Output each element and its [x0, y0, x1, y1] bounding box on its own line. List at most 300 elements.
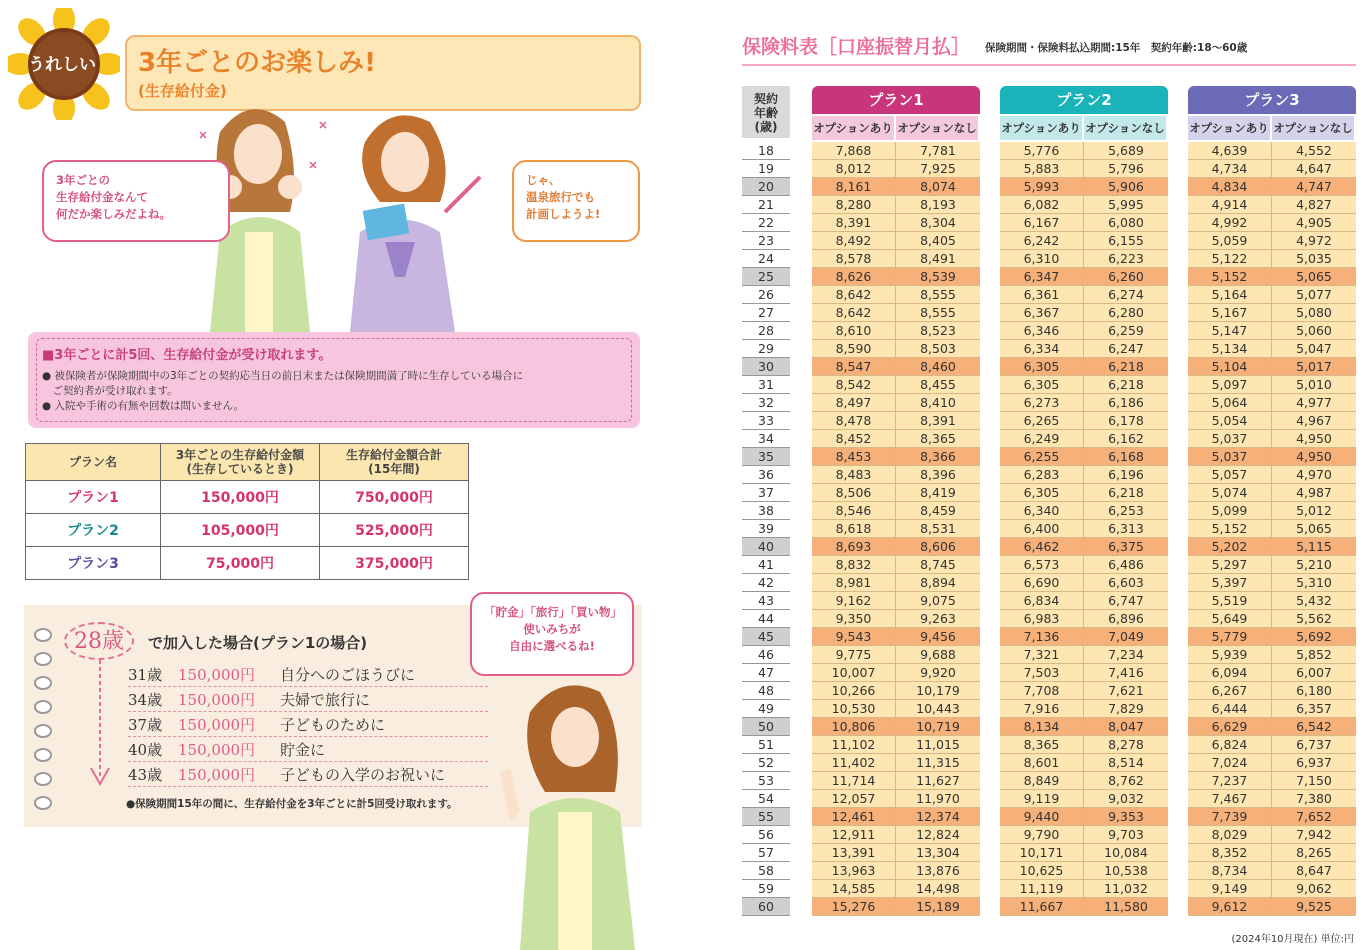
premium-cell: 6,267 — [1188, 682, 1272, 700]
premium-cell: 5,147 — [1188, 322, 1272, 340]
age-cell: 25 — [742, 268, 790, 286]
premium-cell: 6,186 — [1084, 394, 1168, 412]
example-row — [128, 689, 488, 712]
premium-cell: 5,017 — [1272, 358, 1356, 376]
premium-cell: 9,119 — [1000, 790, 1084, 808]
premium-cell: 9,790 — [1000, 826, 1084, 844]
premium-cell: 10,266 — [812, 682, 896, 700]
example-age: 37歳 — [128, 716, 163, 734]
info-line: ご契約者が受け取れます。 — [42, 385, 178, 397]
page-subtitle: (生存給付金) — [138, 82, 227, 100]
premium-cell: 8,734 — [1188, 862, 1272, 880]
age-cell: 54 — [742, 790, 790, 808]
age-cell: 39 — [742, 520, 790, 538]
premium-cell: 5,519 — [1188, 592, 1272, 610]
premium-cell: 6,603 — [1084, 574, 1168, 592]
premium-cell: 6,180 — [1272, 682, 1356, 700]
premium-cell: 5,057 — [1188, 466, 1272, 484]
age-cell: 47 — [742, 664, 790, 682]
premium-cell: 6,346 — [1000, 322, 1084, 340]
info-line: ● 被保険者が保険期間中の3年ごとの契約応当日の前日末または保険期間満了時に生存している場合に — [42, 370, 524, 382]
premium-cell: 8,391 — [896, 412, 980, 430]
premium-cell: 8,047 — [1084, 718, 1168, 736]
age-cell: 40 — [742, 538, 790, 556]
benefit-cell-total: 525,000円 — [320, 514, 469, 547]
premium-cell: 7,380 — [1272, 790, 1356, 808]
example-row — [128, 714, 488, 737]
premium-cell: 4,827 — [1272, 196, 1356, 214]
premium-cell: 8,452 — [812, 430, 896, 448]
premium-cell: 6,824 — [1188, 736, 1272, 754]
example-use: 自分へのごほうびに — [280, 666, 416, 684]
premium-cell: 4,967 — [1272, 412, 1356, 430]
premium-cell: 5,562 — [1272, 610, 1356, 628]
benefit-header-plan: プラン名 — [26, 444, 161, 481]
premium-cell: 6,259 — [1084, 322, 1168, 340]
notebook-ring — [34, 748, 52, 762]
premium-cell: 8,555 — [896, 304, 980, 322]
premium-cell: 11,627 — [896, 772, 980, 790]
age-cell: 42 — [742, 574, 790, 592]
info-line: ● 入院や手術の有無や回数は問いません。 — [42, 400, 245, 412]
premium-cell: 12,824 — [896, 826, 980, 844]
premium-cell: 6,340 — [1000, 502, 1084, 520]
age-cell: 53 — [742, 772, 790, 790]
age-cell: 45 — [742, 628, 790, 646]
age-cell: 24 — [742, 250, 790, 268]
premium-cell: 6,260 — [1084, 268, 1168, 286]
premium-cell: 4,970 — [1272, 466, 1356, 484]
premium-cell: 6,983 — [1000, 610, 1084, 628]
age-cell: 58 — [742, 862, 790, 880]
premium-cell: 4,977 — [1272, 394, 1356, 412]
notebook-ring — [34, 676, 52, 690]
age-cell: 21 — [742, 196, 790, 214]
premium-cell: 10,625 — [1000, 862, 1084, 880]
premium-cell: 9,775 — [812, 646, 896, 664]
premium-cell: 7,925 — [896, 160, 980, 178]
premium-cell: 5,010 — [1272, 376, 1356, 394]
premium-cell: 8,555 — [896, 286, 980, 304]
example-age: 40歳 — [128, 741, 163, 759]
example-amount: 150,000円 — [178, 716, 256, 734]
option-header: オプションあり — [1000, 116, 1082, 140]
premium-cell: 7,503 — [1000, 664, 1084, 682]
premium-cell: 5,692 — [1272, 628, 1356, 646]
premium-cell: 9,263 — [896, 610, 980, 628]
premium-cell: 15,189 — [896, 898, 980, 916]
premium-cell: 5,152 — [1188, 520, 1272, 538]
premium-cell: 6,218 — [1084, 358, 1168, 376]
premium-cell: 6,486 — [1084, 556, 1168, 574]
premium-cell: 6,167 — [1000, 214, 1084, 232]
premium-cell: 8,762 — [1084, 772, 1168, 790]
premium-cell: 8,894 — [896, 574, 980, 592]
premium-cell: 7,234 — [1084, 646, 1168, 664]
option-header: オプションなし — [1272, 116, 1354, 140]
premium-cell: 5,060 — [1272, 322, 1356, 340]
speech-bubble-right — [512, 160, 640, 242]
premium-cell: 5,649 — [1188, 610, 1272, 628]
premium-cell: 8,618 — [812, 520, 896, 538]
premium-cell: 5,796 — [1084, 160, 1168, 178]
premium-cell: 5,167 — [1188, 304, 1272, 322]
premium-cell: 5,035 — [1272, 250, 1356, 268]
premium-cell: 8,531 — [896, 520, 980, 538]
age-cell: 30 — [742, 358, 790, 376]
premium-cell: 5,202 — [1188, 538, 1272, 556]
premium-cell: 5,152 — [1188, 268, 1272, 286]
benefit-cell-total: 750,000円 — [320, 481, 469, 514]
option-header: オプションあり — [1188, 116, 1270, 140]
premium-cell: 5,115 — [1272, 538, 1356, 556]
age-cell: 27 — [742, 304, 790, 322]
plan-header: プラン2 — [1000, 86, 1168, 114]
premium-cell: 6,896 — [1084, 610, 1168, 628]
premium-cell: 8,265 — [1272, 844, 1356, 862]
premium-cell: 8,365 — [896, 430, 980, 448]
premium-cell: 5,210 — [1272, 556, 1356, 574]
notebook-ring — [34, 724, 52, 738]
premium-cell: 8,546 — [812, 502, 896, 520]
notebook-ring — [34, 628, 52, 642]
premium-cell: 9,062 — [1272, 880, 1356, 898]
premium-cell: 4,950 — [1272, 430, 1356, 448]
age-column-header — [742, 86, 790, 138]
premium-cell: 8,455 — [896, 376, 980, 394]
benefit-cell-total: 375,000円 — [320, 547, 469, 580]
premium-cell: 7,237 — [1188, 772, 1272, 790]
premium-cell: 7,868 — [812, 142, 896, 160]
bubble-right-line: 計画しようよ! — [526, 207, 601, 221]
premium-cell: 11,402 — [812, 754, 896, 772]
age-cell: 46 — [742, 646, 790, 664]
option-header: オプションあり — [812, 116, 894, 140]
premium-cell: 9,350 — [812, 610, 896, 628]
premium-cell: 11,970 — [896, 790, 980, 808]
example-amount: 150,000円 — [178, 741, 256, 759]
premium-cell: 8,405 — [896, 232, 980, 250]
premium-cell: 6,249 — [1000, 430, 1084, 448]
example-use: 貯金に — [280, 741, 326, 759]
premium-cell: 9,162 — [812, 592, 896, 610]
premium-cell: 4,992 — [1188, 214, 1272, 232]
benefit-cell-name: プラン1 — [26, 481, 161, 514]
plan-header: プラン1 — [812, 86, 980, 114]
benefit-row — [26, 481, 469, 514]
age-header-line: 契約 — [753, 92, 778, 106]
premium-cell: 5,037 — [1188, 448, 1272, 466]
premium-cell: 9,456 — [896, 628, 980, 646]
premium-cell: 6,196 — [1084, 466, 1168, 484]
age-cell: 37 — [742, 484, 790, 502]
premium-cell: 5,080 — [1272, 304, 1356, 322]
bubble-left-line: 何だか楽しみだよね。 — [56, 207, 171, 221]
bubble-left-line: 生存給付金なんて — [56, 190, 148, 204]
benefit-row — [26, 547, 469, 580]
premium-cell: 5,689 — [1084, 142, 1168, 160]
premium-cell: 5,776 — [1000, 142, 1084, 160]
premium-cell: 4,647 — [1272, 160, 1356, 178]
premium-cell: 6,273 — [1000, 394, 1084, 412]
premium-cell: 5,065 — [1272, 268, 1356, 286]
premium-cell: 5,397 — [1188, 574, 1272, 592]
premium-cell: 5,995 — [1084, 196, 1168, 214]
premium-cell: 4,639 — [1188, 142, 1272, 160]
age-cell: 51 — [742, 736, 790, 754]
premium-cell: 5,939 — [1188, 646, 1272, 664]
premium-cell: 5,432 — [1272, 592, 1356, 610]
premium-cell: 12,461 — [812, 808, 896, 826]
premium-cell: 7,829 — [1084, 700, 1168, 718]
premium-cell: 8,134 — [1000, 718, 1084, 736]
premium-cell: 8,365 — [1000, 736, 1084, 754]
bubble-left-line: 3年ごとの — [56, 173, 111, 187]
premium-cell: 4,552 — [1272, 142, 1356, 160]
premium-cell: 12,374 — [896, 808, 980, 826]
premium-cell: 6,361 — [1000, 286, 1084, 304]
example-title: で加入した場合(プラン1の場合) — [148, 634, 368, 652]
premium-cell: 6,305 — [1000, 376, 1084, 394]
bubble-right-line: じゃ、 — [526, 173, 561, 187]
premium-cell: 13,876 — [896, 862, 980, 880]
premium-cell: 5,993 — [1000, 178, 1084, 196]
premium-cell: 8,523 — [896, 322, 980, 340]
premium-cell: 8,539 — [896, 268, 980, 286]
age-cell: 38 — [742, 502, 790, 520]
premium-cell: 6,334 — [1000, 340, 1084, 358]
option-header: オプションなし — [896, 116, 978, 140]
premium-cell: 7,416 — [1084, 664, 1168, 682]
age-cell: 50 — [742, 718, 790, 736]
benefit-row — [26, 514, 469, 547]
premium-cell: 6,218 — [1084, 376, 1168, 394]
age-cell: 32 — [742, 394, 790, 412]
benefit-cell-amount: 105,000円 — [161, 514, 320, 547]
premium-cell: 8,647 — [1272, 862, 1356, 880]
premium-cell: 7,049 — [1084, 628, 1168, 646]
premium-cell: 5,852 — [1272, 646, 1356, 664]
age-cell: 20 — [742, 178, 790, 196]
premium-cell: 5,047 — [1272, 340, 1356, 358]
premium-cell: 5,097 — [1188, 376, 1272, 394]
premium-cell: 7,024 — [1188, 754, 1272, 772]
premium-cell: 5,310 — [1272, 574, 1356, 592]
premium-cell: 10,179 — [896, 682, 980, 700]
premium-cell: 8,280 — [812, 196, 896, 214]
premium-cell: 4,950 — [1272, 448, 1356, 466]
premium-cell: 5,037 — [1188, 430, 1272, 448]
age-cell: 26 — [742, 286, 790, 304]
plan-header: プラン3 — [1188, 86, 1356, 114]
premium-cell: 6,168 — [1084, 448, 1168, 466]
age-cell: 22 — [742, 214, 790, 232]
premium-cell: 6,255 — [1000, 448, 1084, 466]
premium-cell: 6,629 — [1188, 718, 1272, 736]
example-age: 43歳 — [128, 766, 163, 784]
speech-bubble-left — [42, 160, 230, 242]
table-footer: (2024年10月現在) 単位:円 — [1231, 934, 1354, 945]
premium-cell: 8,193 — [896, 196, 980, 214]
premium-cell: 4,747 — [1272, 178, 1356, 196]
premium-cell: 6,937 — [1272, 754, 1356, 772]
premium-cell: 6,305 — [1000, 358, 1084, 376]
premium-cell: 11,580 — [1084, 898, 1168, 916]
premium-cell: 6,542 — [1272, 718, 1356, 736]
premium-cell: 9,353 — [1084, 808, 1168, 826]
premium-cell: 5,164 — [1188, 286, 1272, 304]
premium-cell: 9,688 — [896, 646, 980, 664]
premium-cell: 5,059 — [1188, 232, 1272, 250]
premium-cell: 8,514 — [1084, 754, 1168, 772]
example-amount: 150,000円 — [178, 666, 256, 684]
premium-cell: 6,305 — [1000, 484, 1084, 502]
premium-cell: 11,119 — [1000, 880, 1084, 898]
premium-cell: 4,734 — [1188, 160, 1272, 178]
example-use: 子どものために — [280, 716, 386, 734]
example-age: 34歳 — [128, 691, 163, 709]
premium-cell: 8,503 — [896, 340, 980, 358]
premium-cell: 11,032 — [1084, 880, 1168, 898]
premium-cell: 8,497 — [812, 394, 896, 412]
age-cell: 28 — [742, 322, 790, 340]
premium-cell: 14,585 — [812, 880, 896, 898]
age-cell: 35 — [742, 448, 790, 466]
premium-cell: 9,703 — [1084, 826, 1168, 844]
premium-cell: 13,304 — [896, 844, 980, 862]
age-header-line: 年齢 — [753, 106, 778, 120]
bubble-bottom-line: 使いみちが — [523, 622, 581, 636]
premium-cell: 10,538 — [1084, 862, 1168, 880]
premium-cell: 8,366 — [896, 448, 980, 466]
premium-cell: 5,099 — [1188, 502, 1272, 520]
page-title: 3年ごとのお楽しみ! — [138, 48, 376, 78]
age-cell: 49 — [742, 700, 790, 718]
premium-cell: 9,075 — [896, 592, 980, 610]
premium-cell: 9,920 — [896, 664, 980, 682]
premium-cell: 9,440 — [1000, 808, 1084, 826]
premium-cell: 8,161 — [812, 178, 896, 196]
women-illustration — [190, 92, 490, 332]
premium-cell: 4,834 — [1188, 178, 1272, 196]
age-cell: 44 — [742, 610, 790, 628]
premium-cell: 8,304 — [896, 214, 980, 232]
premium-cell: 5,134 — [1188, 340, 1272, 358]
premium-cell: 14,498 — [896, 880, 980, 898]
premium-cell: 6,313 — [1084, 520, 1168, 538]
premium-cell: 5,065 — [1272, 520, 1356, 538]
premium-cell: 8,419 — [896, 484, 980, 502]
bubble-bottom-line: 自由に選べるね! — [509, 639, 595, 653]
benefit-table — [25, 443, 469, 580]
premium-cell: 6,310 — [1000, 250, 1084, 268]
premium-cell: 6,178 — [1084, 412, 1168, 430]
premium-cell: 8,410 — [896, 394, 980, 412]
premium-cell: 15,276 — [812, 898, 896, 916]
option-header: オプションなし — [1084, 116, 1166, 140]
premium-cell: 5,883 — [1000, 160, 1084, 178]
premium-cell: 9,525 — [1272, 898, 1356, 916]
benefit-cell-name: プラン2 — [26, 514, 161, 547]
speech-bubble-bottom — [470, 592, 634, 676]
premium-cell: 4,972 — [1272, 232, 1356, 250]
premium-cell: 8,578 — [812, 250, 896, 268]
example-row — [128, 739, 488, 762]
premium-cell: 7,781 — [896, 142, 980, 160]
premium-cell: 8,693 — [812, 538, 896, 556]
age-cell: 57 — [742, 844, 790, 862]
age-cell: 41 — [742, 556, 790, 574]
example-amount: 150,000円 — [178, 766, 256, 784]
premium-cell: 7,708 — [1000, 682, 1084, 700]
premium-cell: 5,906 — [1084, 178, 1168, 196]
premium-cell: 11,667 — [1000, 898, 1084, 916]
example-age: 31歳 — [128, 666, 163, 684]
premium-cell: 8,074 — [896, 178, 980, 196]
notebook-ring — [34, 652, 52, 666]
premium-cell: 9,612 — [1188, 898, 1272, 916]
timeline-arrow — [88, 660, 112, 790]
badge-label: うれしい — [28, 55, 96, 75]
benefit-cell-amount: 150,000円 — [161, 481, 320, 514]
premium-cell: 8,029 — [1188, 826, 1272, 844]
premium-cell: 13,963 — [812, 862, 896, 880]
premium-cell: 8,491 — [896, 250, 980, 268]
premium-cell: 7,321 — [1000, 646, 1084, 664]
premium-cell: 6,357 — [1272, 700, 1356, 718]
benefit-cell-name: プラン3 — [26, 547, 161, 580]
age-cell: 60 — [742, 898, 790, 916]
premium-cell: 9,543 — [812, 628, 896, 646]
premium-cell: 6,082 — [1000, 196, 1084, 214]
premium-cell: 6,242 — [1000, 232, 1084, 250]
premium-cell: 5,297 — [1188, 556, 1272, 574]
premium-cell: 8,012 — [812, 160, 896, 178]
example-use: 夫婦で旅行に — [280, 691, 371, 709]
premium-cell: 6,094 — [1188, 664, 1272, 682]
age-cell: 55 — [742, 808, 790, 826]
premium-cell: 6,223 — [1084, 250, 1168, 268]
premium-cell: 7,916 — [1000, 700, 1084, 718]
bubble-bottom-line: 「貯金」「旅行」「買い物」 — [484, 605, 622, 619]
premium-cell: 7,621 — [1084, 682, 1168, 700]
woman-pointing-illustration — [490, 672, 660, 950]
premium-cell: 8,626 — [812, 268, 896, 286]
age-cell: 43 — [742, 592, 790, 610]
premium-cell: 11,102 — [812, 736, 896, 754]
premium-cell: 7,467 — [1188, 790, 1272, 808]
age-header-line: (歳) — [754, 120, 778, 134]
premium-cell: 8,542 — [812, 376, 896, 394]
premium-cell: 6,007 — [1272, 664, 1356, 682]
premium-cell: 6,462 — [1000, 538, 1084, 556]
notebook-ring — [34, 700, 52, 714]
premium-cell: 6,444 — [1188, 700, 1272, 718]
premium-cell: 9,032 — [1084, 790, 1168, 808]
premium-cell: 8,642 — [812, 304, 896, 322]
premium-cell: 7,136 — [1000, 628, 1084, 646]
premium-cell: 6,155 — [1084, 232, 1168, 250]
premium-cell: 8,478 — [812, 412, 896, 430]
premium-cell: 8,492 — [812, 232, 896, 250]
premium-cell: 6,247 — [1084, 340, 1168, 358]
premium-cell: 6,347 — [1000, 268, 1084, 286]
premium-cell: 12,911 — [812, 826, 896, 844]
premium-cell: 8,506 — [812, 484, 896, 502]
premium-cell: 8,601 — [1000, 754, 1084, 772]
premium-cell: 6,162 — [1084, 430, 1168, 448]
premium-cell: 10,443 — [896, 700, 980, 718]
